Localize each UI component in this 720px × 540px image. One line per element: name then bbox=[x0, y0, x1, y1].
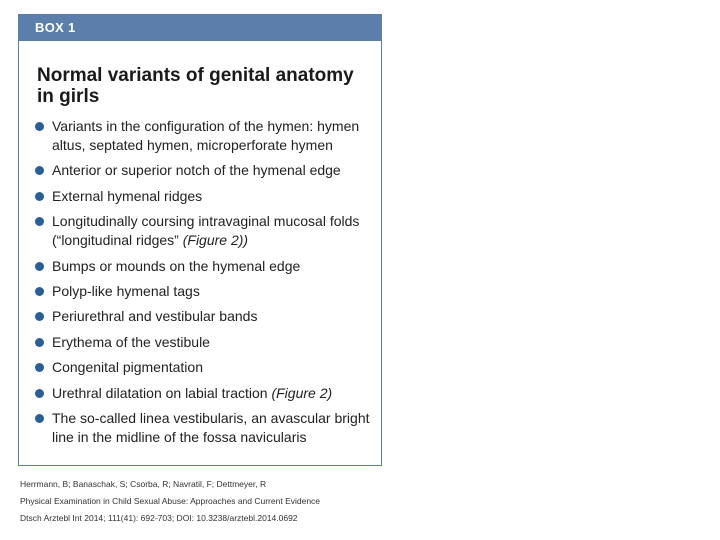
variant-list bbox=[19, 117, 381, 447]
citation-authors: Herrmann, B; Banaschak, S; Csorba, R; Navratil, F; Dettmeyer, R bbox=[20, 479, 267, 489]
bullet-icon bbox=[35, 166, 44, 175]
list-item bbox=[19, 212, 381, 250]
box-title-line-1: Normal variants of genital anatomy bbox=[37, 65, 354, 86]
list-item bbox=[19, 187, 381, 206]
list-item bbox=[19, 161, 381, 180]
bullet-icon bbox=[35, 192, 44, 201]
list-item bbox=[19, 358, 381, 377]
list-item bbox=[19, 307, 381, 326]
figure-reference: (Figure 2)) bbox=[182, 232, 249, 249]
list-item-text: Longitudinally coursing intravaginal mucosal folds (“longitudinal ridges” bbox=[52, 213, 360, 249]
box-title-line-2: in girls bbox=[37, 86, 100, 107]
list-item-text: Congenital pigmentation bbox=[52, 359, 203, 376]
bullet-icon bbox=[35, 312, 44, 321]
bullet-icon bbox=[35, 338, 44, 347]
list-item-text: Urethral dilatation on labial traction bbox=[52, 384, 272, 401]
box-header: BOX 1 bbox=[19, 15, 381, 41]
list-item bbox=[19, 384, 381, 403]
bullet-icon bbox=[35, 414, 44, 423]
list-item bbox=[19, 409, 381, 447]
citation bbox=[20, 476, 320, 527]
list-item bbox=[19, 117, 381, 155]
citation-title: Physical Examination in Child Sexual Abuse: Approaches and Current Evidence bbox=[20, 496, 321, 506]
bullet-icon bbox=[35, 217, 44, 226]
figure-reference: (Figure 2) bbox=[271, 384, 333, 401]
bullet-icon bbox=[35, 287, 44, 296]
list-item bbox=[19, 282, 381, 301]
list-item-text: Erythema of the vestibule bbox=[52, 333, 210, 350]
list-item-text: Bumps or mounds on the hymenal edge bbox=[52, 257, 301, 274]
box-title bbox=[37, 65, 381, 107]
bullet-icon bbox=[35, 363, 44, 372]
bullet-icon bbox=[35, 122, 44, 131]
box-1 bbox=[18, 14, 382, 466]
list-item-text: Polyp-like hymenal tags bbox=[52, 282, 200, 299]
list-item-text: External hymenal ridges bbox=[52, 187, 203, 204]
list-item-text: Variants in the configuration of the hymen: hymen altus, septated hymen, microperforate hymen bbox=[52, 118, 360, 153]
list-item-text: Periurethral and vestibular bands bbox=[52, 308, 258, 325]
list-item-text: Anterior or superior notch of the hymenal edge bbox=[52, 162, 341, 179]
bullet-icon bbox=[35, 389, 44, 398]
list-item bbox=[19, 257, 381, 276]
list-item-text: The so-called linea vestibularis, an avascular bright line in the midline of the fossa navicularis bbox=[52, 409, 370, 445]
citation-source: Dtsch Arztebl Int 2014; 111(41): 692-703; DOI: 10.3238/arztebl.2014.0692 bbox=[20, 513, 298, 523]
bullet-icon bbox=[35, 262, 44, 271]
list-item bbox=[19, 333, 381, 352]
